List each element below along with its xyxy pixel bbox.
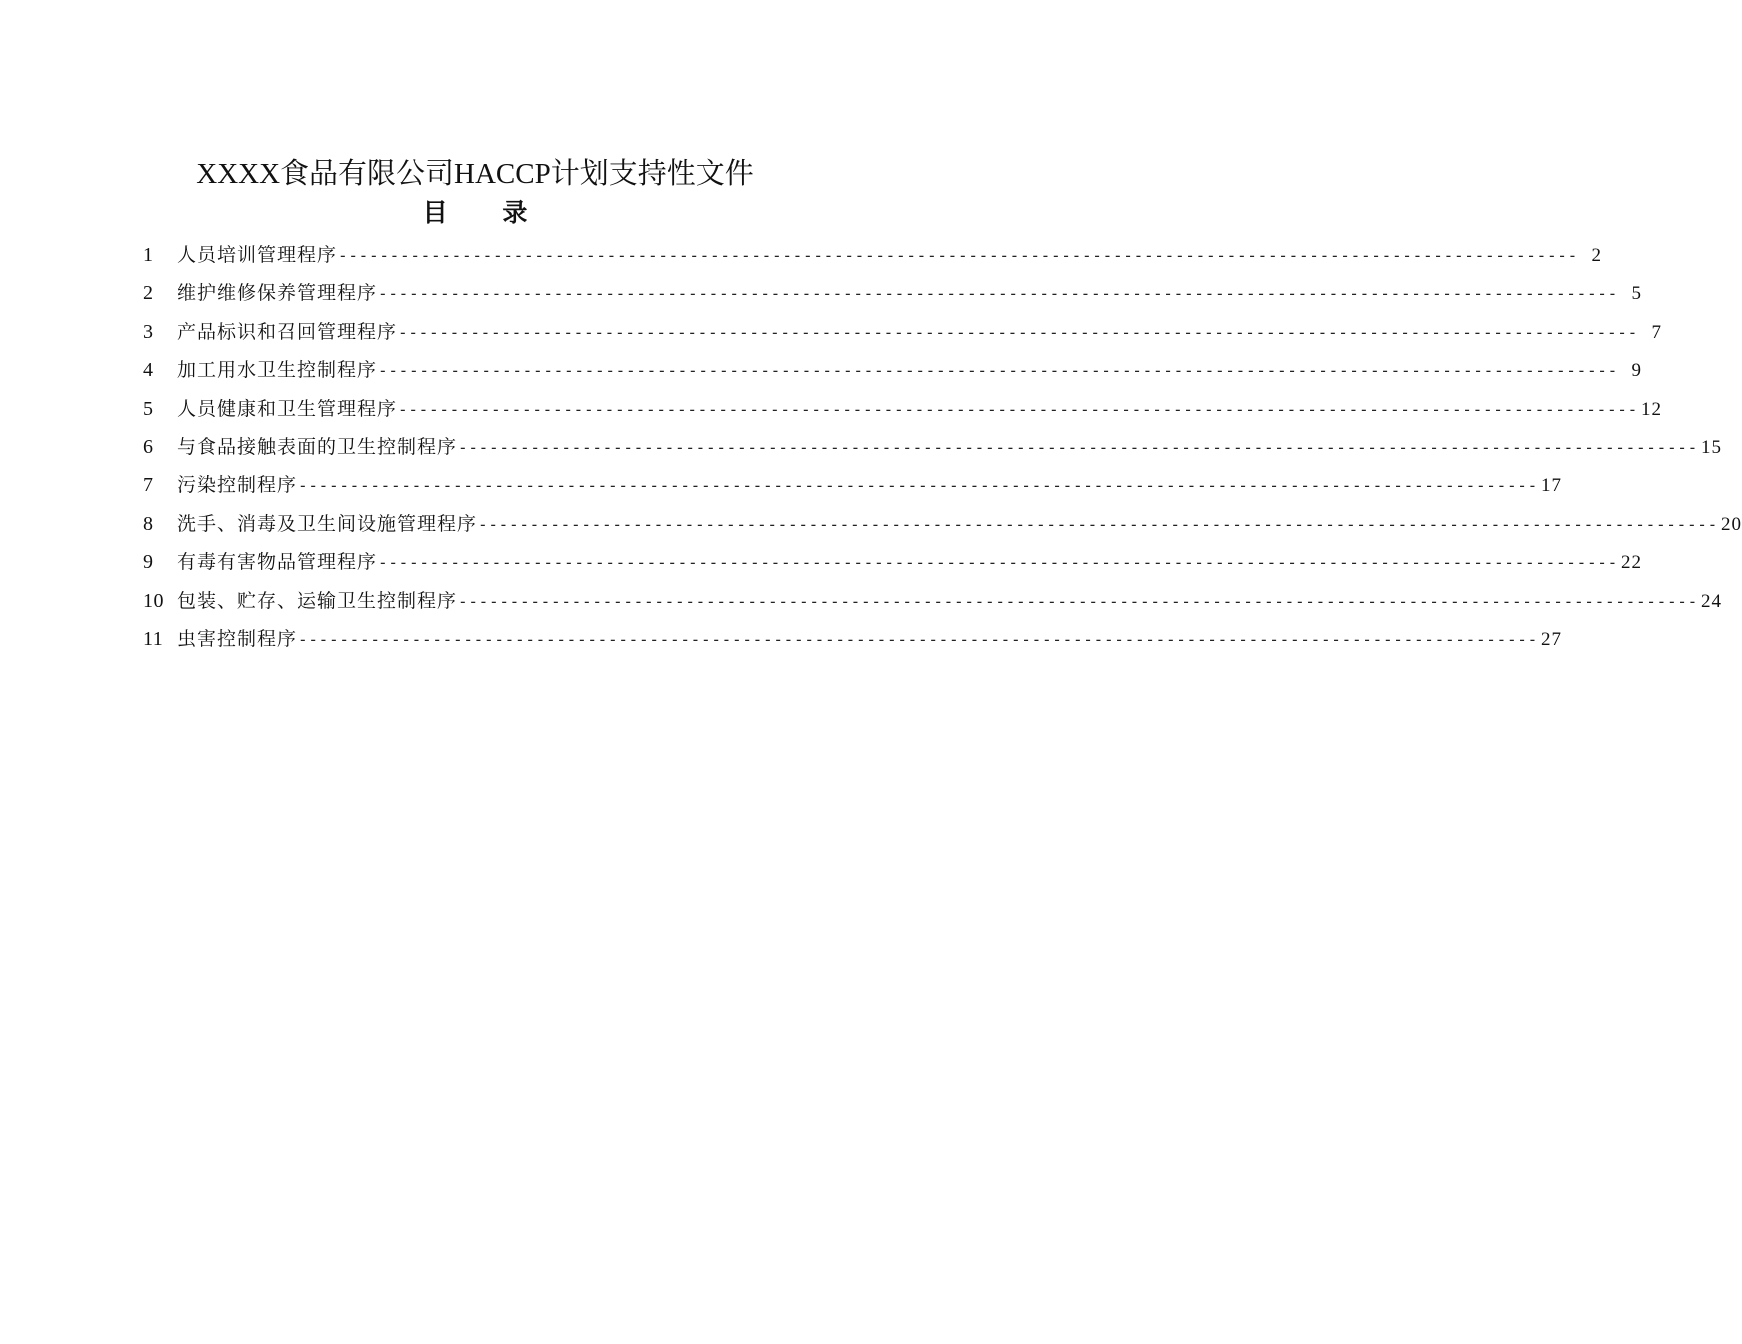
toc-entry-page: 9 <box>1631 360 1642 382</box>
toc-entry-page: 17 <box>1540 475 1562 497</box>
toc-entry[interactable] <box>143 505 1742 543</box>
toc-entry-page: 2 <box>1591 245 1602 266</box>
document-title: XXXX食品有限公司HACCP计划支持性文件 <box>196 158 754 190</box>
toc-leader: ------------------------------------------------------------------------------------------------------------------------ <box>458 591 1698 611</box>
toc-entry-number: 10 <box>143 589 164 612</box>
toc-entry-page: 22 <box>1620 552 1642 574</box>
toc-entry-number: 9 <box>143 551 154 574</box>
toc-entry-label: 人员健康和卫生管理程序 <box>177 397 398 420</box>
toc-entry-label: 包装、贮存、运输卫生控制程序 <box>177 589 458 612</box>
toc-entry[interactable] <box>143 466 1562 504</box>
toc-entry[interactable] <box>143 390 1662 428</box>
toc-entry-number: 6 <box>143 435 154 458</box>
table-of-contents <box>143 236 1742 658</box>
toc-leader: ------------------------------------------------------------------------------------------------------------------------ <box>398 322 1638 342</box>
toc-entry[interactable] <box>143 236 1602 274</box>
toc-leader: ------------------------------------------------------------------------------------------------------------------------ <box>378 361 1618 381</box>
toc-entry-number: 1 <box>143 244 154 266</box>
toc-entry[interactable] <box>143 428 1722 466</box>
toc-entry-page: 27 <box>1540 628 1562 650</box>
toc-entry[interactable] <box>143 274 1642 312</box>
toc-entry[interactable] <box>143 351 1642 389</box>
toc-entry[interactable] <box>143 620 1562 658</box>
toc-leader: ------------------------------------------------------------------------------------------------------------------------ <box>478 514 1718 534</box>
toc-leader: ------------------------------------------------------------------------------------------------------------------------ <box>398 399 1638 419</box>
toc-entry-label: 与食品接触表面的卫生控制程序 <box>177 435 458 458</box>
toc-entry-number: 11 <box>143 627 164 650</box>
toc-entry-number: 2 <box>143 282 154 305</box>
toc-entry[interactable] <box>143 543 1642 581</box>
toc-entry-label: 产品标识和召回管理程序 <box>177 320 398 343</box>
toc-entry-label: 有毒有害物品管理程序 <box>177 551 378 574</box>
toc-entry-label: 洗手、消毒及卫生间设施管理程序 <box>177 512 478 535</box>
toc-entry-label: 污染控制程序 <box>177 474 298 497</box>
toc-leader: ------------------------------------------------------------------------------------------------------------------------ <box>338 246 1578 265</box>
toc-leader: ------------------------------------------------------------------------------------------------------------------------ <box>458 437 1698 457</box>
toc-heading: 目 录 <box>422 198 528 227</box>
toc-entry-page: 24 <box>1700 590 1722 612</box>
toc-entry-label: 人员培训管理程序 <box>177 244 338 266</box>
toc-entry[interactable] <box>143 313 1662 351</box>
toc-leader: ------------------------------------------------------------------------------------------------------------------------ <box>378 553 1618 573</box>
toc-entry-page: 15 <box>1700 436 1722 458</box>
toc-entry-page: 20 <box>1720 513 1742 535</box>
toc-entry-number: 7 <box>143 474 154 497</box>
toc-leader: ------------------------------------------------------------------------------------------------------------------------ <box>298 476 1538 496</box>
toc-leader: ------------------------------------------------------------------------------------------------------------------------ <box>298 629 1538 649</box>
toc-entry-number: 8 <box>143 512 154 535</box>
toc-entry-number: 5 <box>143 397 154 420</box>
toc-entry-label: 维护维修保养管理程序 <box>177 282 378 305</box>
toc-leader: ------------------------------------------------------------------------------------------------------------------------ <box>378 284 1618 304</box>
toc-entry[interactable] <box>143 582 1722 620</box>
toc-entry-page: 5 <box>1631 283 1642 305</box>
toc-entry-label: 加工用水卫生控制程序 <box>177 359 378 382</box>
toc-entry-page: 7 <box>1651 321 1662 343</box>
toc-entry-number: 4 <box>143 359 154 382</box>
toc-entry-label: 虫害控制程序 <box>177 627 298 650</box>
toc-entry-number: 3 <box>143 320 154 343</box>
toc-entry-page: 12 <box>1640 398 1662 420</box>
